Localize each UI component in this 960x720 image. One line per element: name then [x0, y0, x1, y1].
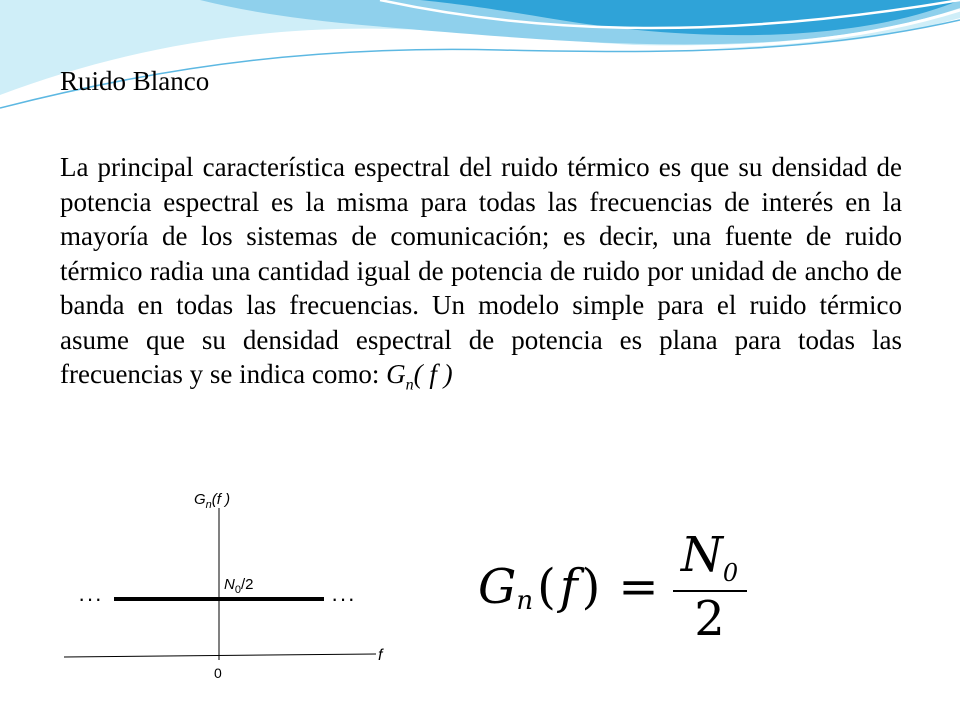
eq-numerator-main: N — [680, 527, 723, 583]
inline-symbol-sub: n — [405, 376, 414, 394]
eq-denominator: 2 — [694, 591, 725, 647]
white-noise-psd-plot — [54, 480, 394, 690]
header-wave-decoration — [0, 0, 960, 120]
eq-paren-close: ) — [581, 559, 601, 615]
psd-equation — [478, 527, 747, 647]
slide-paragraph — [60, 150, 902, 403]
origin-label: 0 — [214, 665, 222, 681]
eq-numerator — [675, 528, 744, 590]
eq-lhs-arg: f — [559, 559, 578, 615]
paragraph-text: La principal característica espectral del ruido térmico es que su densidad de potencia espectral es la misma para todas las frecuencias de interés en la mayoría de los sistemas de comunicación; es decir, una fuente de ruido térmico radia una cantidad igual de potencia de ruido por unidad de ancho de banda en todas las frecuencias. Un modelo simple para el ruido térmico asume que su densidad espectral de potencia es plana para todas las frecuencias y se indica como: — [60, 152, 902, 389]
inline-gn-symbol: $G_n$( f ) — [386, 359, 453, 394]
level-label: $N_0/2$ — [224, 576, 254, 596]
eq-numerator-sub: 0 — [722, 559, 739, 587]
x-axis-label: f — [378, 647, 383, 664]
inline-symbol-arg: f — [429, 359, 437, 389]
eq-lhs-main: G — [478, 559, 517, 615]
y-axis-label: $G_n(f$ ) — [194, 491, 231, 511]
eq-paren-open: ( — [537, 559, 556, 615]
eq-fraction — [673, 528, 747, 646]
eq-lhs-sub: n — [516, 586, 534, 616]
inline-symbol-main: G — [386, 359, 406, 389]
ellipsis-right: ··· — [331, 586, 356, 611]
eq-equals-sign: = — [618, 559, 659, 615]
ellipsis-left: ··· — [78, 586, 103, 611]
slide-title: Ruido Blanco — [60, 66, 210, 96]
